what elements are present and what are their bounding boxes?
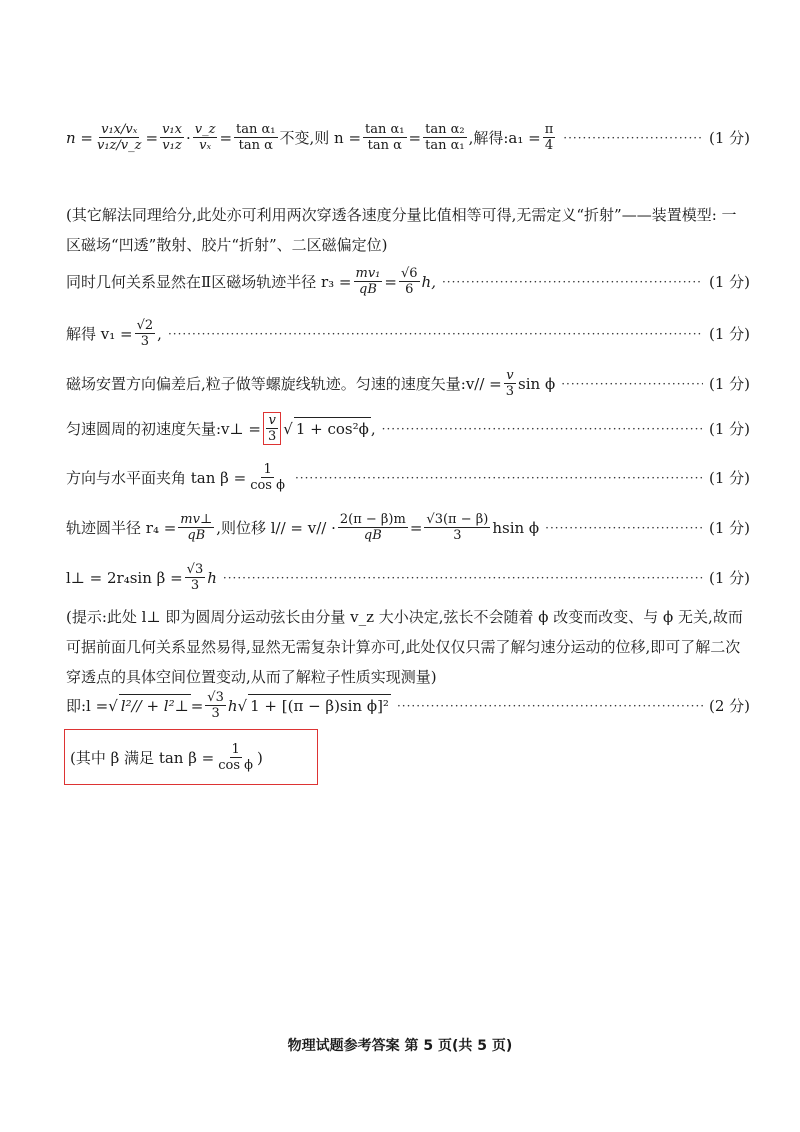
- score-label: (1 分): [708, 568, 750, 587]
- eq-tail: hsin ϕ: [492, 518, 540, 537]
- eq-text: 同时几何关系显然在Ⅱ区磁场轨迹半径 r₃ =: [66, 272, 352, 291]
- numerator: v: [268, 413, 276, 428]
- score-label: (1 分): [708, 374, 750, 393]
- numerator: tan α₂: [425, 122, 465, 137]
- fraction: [363, 122, 406, 153]
- fraction: [185, 562, 206, 593]
- note-paragraph-2: (提示:此处 l⊥ 即为圆周分运动弦长由分量 v_z 大小决定,弦长不会随着 ϕ 改变而改变、与 ϕ 无关,故而可据前面几何关系显然易得,显然无需复杂计算亦可,此处仅仅只需了解匀速分运动的位移,即可了解二次穿透点的具体空间位置变动,从而了解粒子性质实现测量): [66, 608, 743, 686]
- eq1-prefix: n =: [66, 128, 93, 147]
- eq-tail: ,: [157, 324, 162, 343]
- equation-line-2: [66, 266, 750, 297]
- equation-line-1: [66, 122, 750, 153]
- leader-dots: [442, 271, 703, 293]
- equation-line-4: [66, 368, 750, 399]
- score-label: (1 分): [708, 272, 750, 291]
- sqrt-content: 1 + cos²ϕ: [294, 417, 371, 440]
- eq-text: 即:l =: [66, 696, 109, 715]
- numerator: √3: [207, 690, 224, 705]
- equation-line-3: [66, 318, 750, 349]
- page-footer: 物理试题参考答案 第 5 页(共 5 页): [287, 1038, 513, 1054]
- fraction: [234, 122, 277, 153]
- fraction: [504, 368, 516, 399]
- equals: =: [219, 128, 233, 147]
- numerator: √6: [400, 266, 418, 281]
- leader-dots: [168, 323, 703, 345]
- denominator: v₁z/v_z: [97, 138, 142, 153]
- fraction: [178, 512, 214, 543]
- denominator: cos ϕ: [218, 758, 254, 773]
- numerator: 1: [263, 462, 272, 477]
- numerator: 1: [231, 742, 240, 757]
- leader-dots: [382, 418, 703, 440]
- eq-text: 解得 v₁ =: [66, 324, 133, 343]
- eq-text: 轨迹圆半径 r₄ =: [66, 518, 177, 537]
- score-label: (1 分): [708, 419, 750, 438]
- eq-text: 匀速圆周的初速度矢量:v⊥ =: [66, 419, 261, 438]
- eq-text: l⊥ = 2r₄sin β =: [66, 568, 183, 587]
- denominator: cos ϕ: [250, 478, 285, 493]
- denominator: 3: [190, 578, 200, 593]
- numerator: mv⊥: [180, 512, 213, 527]
- sqrt-content: l²// + l²⊥: [119, 694, 191, 717]
- numerator: mv₁: [355, 266, 381, 281]
- equals: =: [408, 128, 422, 147]
- eq1-text: 不变,则 n =: [279, 128, 362, 147]
- numerator: 2(π − β)m: [339, 512, 406, 527]
- equation-line-8: [66, 562, 750, 593]
- leader-dots: [561, 373, 703, 395]
- equation-line-5: 匀速圆周的初速度矢量:v⊥ = $\frac{v}{3}$ √ 1 + cos²ϕ , ····· (1 分): [66, 412, 750, 445]
- fraction: [95, 122, 143, 153]
- fraction: [205, 690, 226, 721]
- denominator: 3: [267, 429, 277, 444]
- fraction: [543, 122, 556, 153]
- numerator: v: [506, 368, 514, 383]
- numerator: √2: [136, 318, 154, 333]
- eq-text: 方向与水平面夹角 tan β =: [66, 468, 247, 487]
- denominator: 3: [505, 384, 515, 399]
- denominator: tan α₁: [425, 138, 465, 153]
- fraction: [399, 266, 420, 297]
- eq-text: 磁场安置方向偏差后,粒子做等螺旋线轨迹。匀速的速度矢量:v// =: [66, 374, 502, 393]
- numerator: v₁x: [162, 122, 182, 137]
- equals: =: [384, 272, 397, 291]
- score-label: (1 分): [708, 468, 750, 487]
- leader-dots: [223, 567, 703, 589]
- eq-tail: ): [257, 748, 263, 767]
- score-label: (1 分): [708, 324, 750, 343]
- denominator: tan α: [367, 138, 402, 153]
- denominator: v₁z: [162, 138, 182, 153]
- equation-line-9: 即:l = √ l²// + l²⊥ = $\frac{√3}{3}$ h √ 1 + [(π − β)sin ϕ]² ····· (2 分): [66, 690, 750, 721]
- leader-dots: [563, 127, 703, 149]
- fraction: [354, 266, 383, 297]
- equation-line-6: [66, 462, 750, 493]
- leader-dots: [397, 695, 703, 717]
- denominator: qB: [187, 528, 206, 543]
- numerator: v₁x/vₓ: [101, 122, 138, 137]
- equals: =: [145, 128, 159, 147]
- fraction: [135, 318, 156, 349]
- numerator: tan α₁: [365, 122, 405, 137]
- denominator: 3: [453, 528, 462, 543]
- sqrt-content: 1 + [(π − β)sin ϕ]²: [248, 694, 391, 717]
- equation-line-7: [66, 512, 750, 543]
- numerator: √3(π − β): [426, 512, 489, 527]
- fraction: [193, 122, 218, 153]
- leader-dots: [545, 517, 703, 539]
- eq-text: h: [227, 696, 238, 715]
- denominator: qB: [359, 282, 377, 297]
- fraction: [424, 512, 490, 543]
- equals: =: [409, 518, 423, 537]
- fraction: [423, 122, 466, 153]
- denominator: 6: [405, 282, 414, 297]
- fraction: [338, 512, 408, 543]
- denominator: 4: [544, 138, 554, 153]
- numerator: π: [544, 122, 554, 137]
- score-label: (2 分): [708, 696, 750, 715]
- dot: ·: [185, 128, 191, 147]
- eq-text: ,则位移 l// = v// ·: [216, 518, 336, 537]
- eq-tail: h: [207, 568, 217, 587]
- note-paragraph-1: (其它解法同理给分,此处亦可利用两次穿透各速度分量比值相等可得,无需定义“折射”——装置模型: 一区磁场“凹透”散射、胶片“折射”、二区磁偏定位): [66, 206, 737, 254]
- fraction: [216, 742, 255, 773]
- eq-text: (其中 β 满足 tan β =: [70, 748, 215, 767]
- fraction: [248, 462, 287, 493]
- score-label: (1 分): [708, 128, 750, 147]
- fraction: [160, 122, 184, 153]
- numerator: √3: [186, 562, 204, 577]
- condition-line: [70, 742, 750, 773]
- eq1-text: ,解得:a₁ =: [468, 128, 541, 147]
- highlighted-fraction: [263, 412, 281, 445]
- numerator: v_z: [194, 122, 216, 137]
- score-label: (1 分): [708, 518, 750, 537]
- eq-tail: sin ϕ: [518, 374, 556, 393]
- eq-tail: ,: [370, 419, 376, 438]
- denominator: vₓ: [199, 138, 212, 153]
- equals: =: [190, 696, 204, 715]
- denominator: qB: [363, 528, 382, 543]
- denominator: tan α: [238, 138, 273, 153]
- eq-tail: h,: [421, 272, 436, 291]
- leader-dots: [295, 467, 703, 489]
- denominator: 3: [211, 706, 220, 721]
- numerator: tan α₁: [236, 122, 276, 137]
- denominator: 3: [140, 334, 150, 349]
